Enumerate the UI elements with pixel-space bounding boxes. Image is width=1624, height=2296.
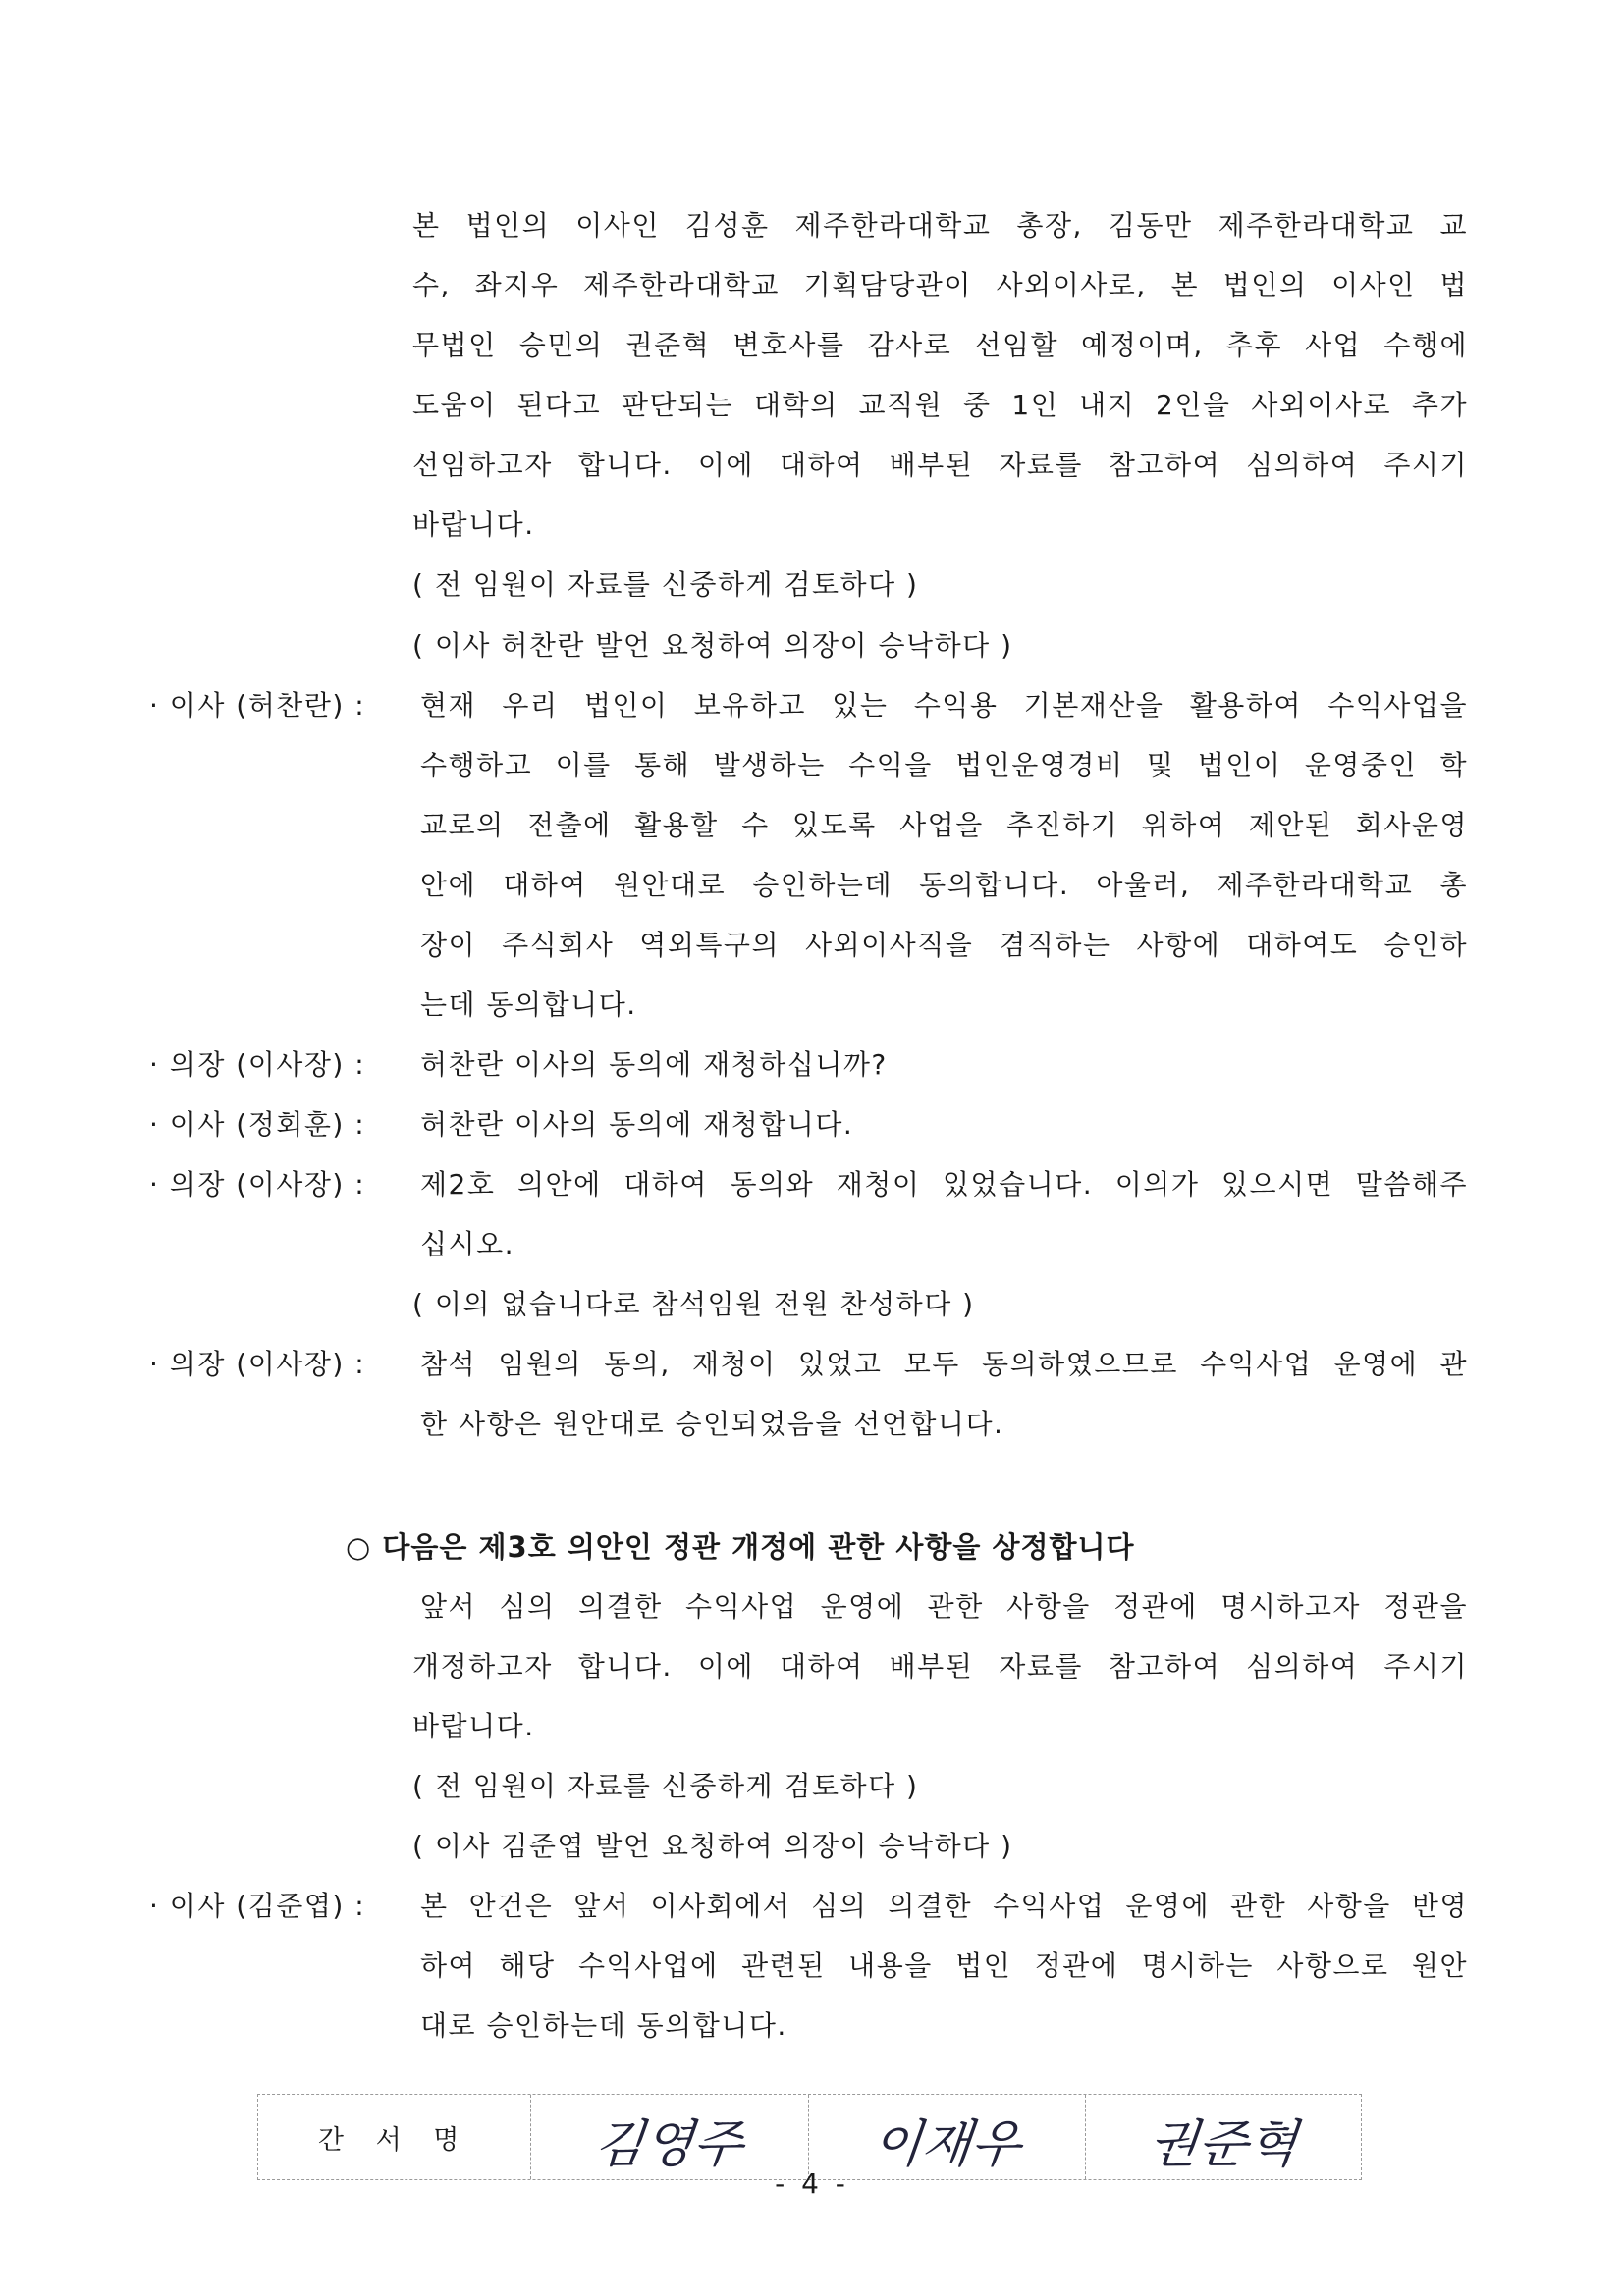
signature: 권준혁: [1145, 2115, 1300, 2174]
signature-label: 간 서 명: [317, 2125, 471, 2156]
statement-line: 십시오.: [420, 1228, 515, 1260]
agenda-heading: ○ 다음은 제3호 의안인 정관 개정에 관한 사항을 상정합니다: [346, 1530, 1135, 1564]
signature: 김영주: [591, 2115, 746, 2174]
procedure-note: ( 이의 없습니다로 참석임원 전원 찬성하다 ): [412, 1288, 975, 1320]
procedure-note: ( 전 임원이 자료를 신중하게 검토하다 ): [412, 568, 919, 601]
statement-line: 허찬란 이사의 동의에 재청하십니까?: [420, 1048, 888, 1081]
body-line: 본 법인의 이사인 김성훈 제주한라대학교 총장, 김동만 제주한라대학교 교: [412, 209, 1468, 241]
body-line: 개정하고자 합니다. 이에 대하여 배부된 자료를 참고하여 심의하여 주시기: [412, 1650, 1468, 1682]
speaker-label: · 의장 (이사장) :: [149, 1168, 366, 1201]
statement-line: 제2호 의안에 대하여 동의와 재청이 있었습니다. 이의가 있으시면 말씀해주: [420, 1168, 1468, 1201]
speaker-label: · 의장 (이사장) :: [149, 1048, 366, 1081]
speaker-label: · 이사 (김준엽) :: [149, 1890, 366, 1922]
page-number: - 4 -: [775, 2167, 849, 2200]
speaker-label: · 이사 (허찬란) :: [149, 689, 366, 721]
body-line: 바랍니다.: [412, 1710, 535, 1742]
body-line: 무법인 승민의 권준혁 변호사를 감사로 선임할 예정이며, 추후 사업 수행에: [412, 329, 1468, 361]
statement-line: 안에 대하여 원안대로 승인하는데 동의합니다. 아울러, 제주한라대학교 총: [420, 869, 1468, 901]
statement-line: 본 안건은 앞서 이사회에서 심의 의결한 수익사업 운영에 관한 사항을 반영: [420, 1890, 1468, 1922]
signature: 이재우: [869, 2115, 1024, 2174]
statement-line: 장이 주식회사 역외특구의 사외이사직을 겸직하는 사항에 대하여도 승인하: [420, 929, 1468, 961]
procedure-note: ( 이사 김준엽 발언 요청하여 의장이 승낙하다 ): [412, 1830, 1013, 1862]
procedure-note: ( 전 임원이 자료를 신중하게 검토하다 ): [412, 1770, 919, 1802]
body-line: 앞서 심의 의결한 수익사업 운영에 관한 사항을 정관에 명시하고자 정관을: [420, 1590, 1468, 1623]
statement-line: 현재 우리 법인이 보유하고 있는 수익용 기본재산을 활용하여 수익사업을: [420, 689, 1468, 721]
body-line: 수, 좌지우 제주한라대학교 기획담당관이 사외이사로, 본 법인의 이사인 법: [412, 269, 1468, 301]
statement-line: 는데 동의합니다.: [420, 988, 637, 1021]
speaker-label: · 이사 (정회훈) :: [149, 1108, 366, 1141]
statement-line: 한 사항은 원안대로 승인되었음을 선언합니다.: [420, 1408, 1004, 1440]
statement-line: 수행하고 이를 통해 발생하는 수익을 법인운영경비 및 법인이 운영중인 학: [420, 749, 1468, 781]
statement-line: 하여 해당 수익사업에 관련된 내용을 법인 정관에 명시하는 사항으로 원안: [420, 1949, 1468, 1982]
speaker-label: · 의장 (이사장) :: [149, 1348, 366, 1380]
body-line: 바랍니다.: [412, 508, 535, 541]
statement-line: 허찬란 이사의 동의에 재청합니다.: [420, 1108, 854, 1141]
statement-line: 교로의 전출에 활용할 수 있도록 사업을 추진하기 위하여 제안된 회사운영: [420, 809, 1468, 841]
body-line: 도움이 된다고 판단되는 대학의 교직원 중 1인 내지 2인을 사외이사로 추가: [412, 389, 1468, 421]
body-line: 선임하고자 합니다. 이에 대하여 배부된 자료를 참고하여 심의하여 주시기: [412, 449, 1468, 481]
statement-line: 참석 임원의 동의, 재청이 있었고 모두 동의하였으므로 수익사업 운영에 관: [420, 1348, 1468, 1380]
procedure-note: ( 이사 허찬란 발언 요청하여 의장이 승낙하다 ): [412, 629, 1013, 662]
statement-line: 대로 승인하는데 동의합니다.: [420, 2009, 787, 2042]
